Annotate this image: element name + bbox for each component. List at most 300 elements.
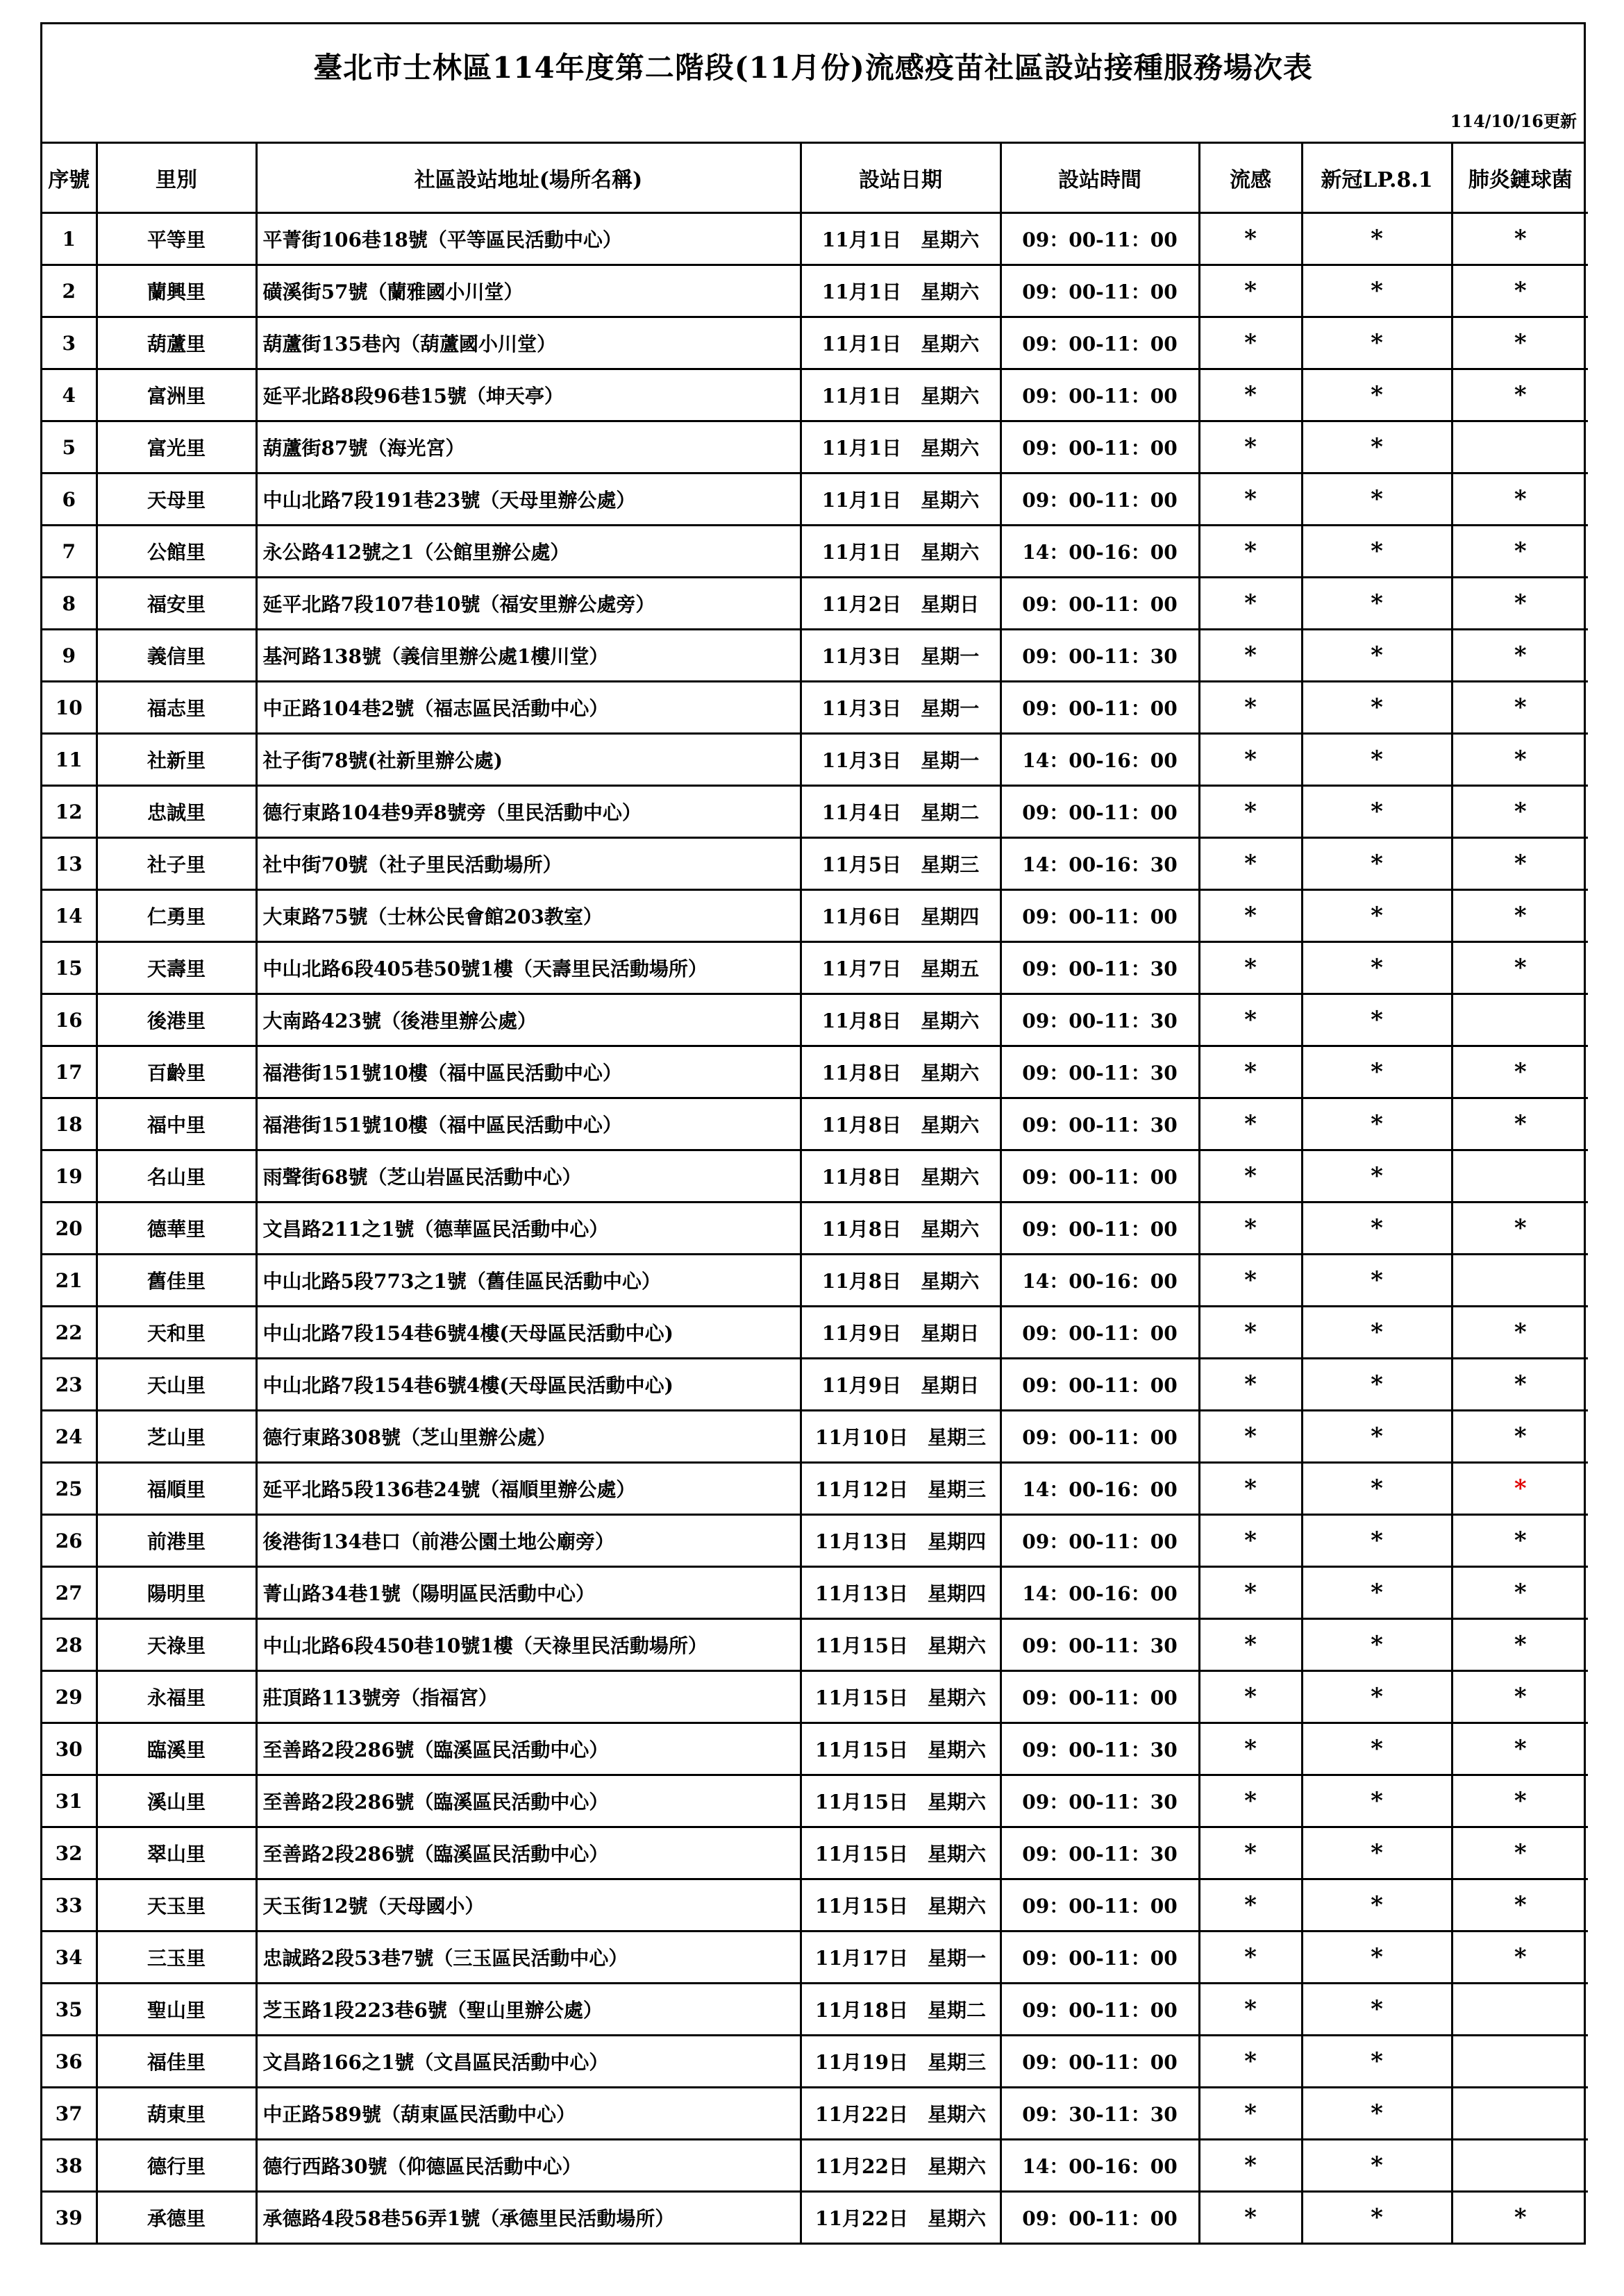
flu-mark: * — [1199, 682, 1302, 734]
covid-mark: * — [1302, 317, 1452, 369]
site-date: 11月15日 星期六 — [801, 1671, 1001, 1723]
site-date: 11月22日 星期六 — [801, 2088, 1001, 2140]
site-address: 大南路423號（後港里辦公處） — [256, 994, 801, 1046]
pneumococcal-mark: * — [1452, 942, 1588, 994]
site-address: 至善路2段286號（臨溪區民活動中心） — [256, 1775, 801, 1827]
village-name: 舊佳里 — [97, 1255, 256, 1307]
row-number: 16 — [42, 994, 97, 1046]
row-number: 24 — [42, 1411, 97, 1463]
pneumococcal-mark: * — [1452, 1515, 1588, 1567]
pneumococcal-mark: * — [1452, 734, 1588, 786]
column-header-flu: 流感 — [1199, 144, 1302, 213]
site-address: 德行東路308號（芝山里辦公處） — [256, 1411, 801, 1463]
site-address: 至善路2段286號（臨溪區民活動中心） — [256, 1723, 801, 1775]
flu-mark: * — [1199, 1671, 1302, 1723]
site-time: 09：00-11：30 — [1001, 1098, 1199, 1150]
row-number: 37 — [42, 2088, 97, 2140]
covid-mark: * — [1302, 630, 1452, 682]
site-date: 11月18日 星期二 — [801, 1984, 1001, 2036]
covid-mark: * — [1302, 1932, 1452, 1984]
flu-mark: * — [1199, 786, 1302, 838]
site-date: 11月13日 星期四 — [801, 1567, 1001, 1619]
site-date: 11月2日 星期日 — [801, 578, 1001, 630]
site-address: 中山北路7段154巷6號4樓(天母區民活動中心) — [256, 1307, 801, 1359]
table-row — [42, 1515, 1588, 1567]
flu-mark: * — [1199, 1723, 1302, 1775]
table-row — [42, 1307, 1588, 1359]
pneumococcal-mark: * — [1452, 526, 1588, 578]
pneumococcal-mark: * — [1452, 1775, 1588, 1827]
village-name: 天山里 — [97, 1359, 256, 1411]
village-name: 德行里 — [97, 2140, 256, 2192]
table-row — [42, 1932, 1588, 1984]
table-row — [42, 994, 1588, 1046]
site-time: 09：00-11：30 — [1001, 1046, 1199, 1098]
covid-mark: * — [1302, 942, 1452, 994]
covid-mark: * — [1302, 890, 1452, 942]
pneumococcal-mark: * — [1452, 1932, 1588, 1984]
site-time: 09：00-11：00 — [1001, 317, 1199, 369]
site-date: 11月8日 星期六 — [801, 1255, 1001, 1307]
covid-mark: * — [1302, 2140, 1452, 2192]
pneumococcal-mark: * — [1452, 1463, 1588, 1515]
site-address: 延平北路8段96巷15號（坤天亭） — [256, 369, 801, 421]
site-date: 11月1日 星期六 — [801, 526, 1001, 578]
pneumococcal-mark: * — [1452, 630, 1588, 682]
site-time: 14：00-16：00 — [1001, 526, 1199, 578]
site-time: 09：00-11：00 — [1001, 1879, 1199, 1932]
site-time: 09：00-11：30 — [1001, 1723, 1199, 1775]
column-header-date: 設站日期 — [801, 144, 1001, 213]
site-time: 09：00-11：30 — [1001, 942, 1199, 994]
site-date: 11月15日 星期六 — [801, 1723, 1001, 1775]
site-date: 11月1日 星期六 — [801, 474, 1001, 526]
flu-mark: * — [1199, 890, 1302, 942]
table-row — [42, 2088, 1588, 2140]
row-number: 28 — [42, 1619, 97, 1671]
covid-mark: * — [1302, 1255, 1452, 1307]
site-time: 09：00-11：30 — [1001, 1827, 1199, 1879]
row-number: 31 — [42, 1775, 97, 1827]
covid-mark: * — [1302, 1307, 1452, 1359]
flu-mark: * — [1199, 421, 1302, 474]
covid-mark: * — [1302, 2088, 1452, 2140]
table-row — [42, 1619, 1588, 1671]
site-date: 11月3日 星期一 — [801, 682, 1001, 734]
site-address: 永公路412號之1（公館里辦公處） — [256, 526, 801, 578]
pneumococcal-mark: * — [1452, 1359, 1588, 1411]
pneumococcal-mark — [1452, 1150, 1588, 1203]
village-name: 翠山里 — [97, 1827, 256, 1879]
flu-mark: * — [1199, 838, 1302, 890]
table-row — [42, 1411, 1588, 1463]
pneumococcal-mark: * — [1452, 369, 1588, 421]
site-date: 11月8日 星期六 — [801, 1098, 1001, 1150]
covid-mark: * — [1302, 1098, 1452, 1150]
table-header-row — [42, 144, 1588, 213]
row-number: 6 — [42, 474, 97, 526]
column-header-pneumococcal: 肺炎鏈球菌 — [1452, 144, 1588, 213]
pneumococcal-mark: * — [1452, 786, 1588, 838]
flu-mark: * — [1199, 2140, 1302, 2192]
covid-mark: * — [1302, 1775, 1452, 1827]
site-time: 09：00-11：30 — [1001, 630, 1199, 682]
site-time: 09：00-11：00 — [1001, 265, 1199, 317]
flu-mark: * — [1199, 369, 1302, 421]
site-time: 09：00-11：00 — [1001, 213, 1199, 265]
flu-mark: * — [1199, 1098, 1302, 1150]
table-row — [42, 1203, 1588, 1255]
flu-mark: * — [1199, 942, 1302, 994]
column-header-covid: 新冠LP.8.1 — [1302, 144, 1452, 213]
row-number: 10 — [42, 682, 97, 734]
site-time: 09：00-11：00 — [1001, 1671, 1199, 1723]
flu-mark: * — [1199, 1046, 1302, 1098]
row-number: 15 — [42, 942, 97, 994]
village-name: 臨溪里 — [97, 1723, 256, 1775]
flu-mark: * — [1199, 1619, 1302, 1671]
covid-mark: * — [1302, 1879, 1452, 1932]
site-address: 承德路4段58巷56弄1號（承德里民活動場所） — [256, 2192, 801, 2243]
pneumococcal-mark: * — [1452, 682, 1588, 734]
site-address: 福港街151號10樓（福中區民活動中心） — [256, 1098, 801, 1150]
flu-mark: * — [1199, 2036, 1302, 2088]
covid-mark: * — [1302, 1723, 1452, 1775]
pneumococcal-mark: * — [1452, 1671, 1588, 1723]
table-row — [42, 1359, 1588, 1411]
village-name: 百齡里 — [97, 1046, 256, 1098]
pneumococcal-mark — [1452, 2036, 1588, 2088]
site-address: 中山北路6段450巷10號1樓（天祿里民活動場所） — [256, 1619, 801, 1671]
row-number: 13 — [42, 838, 97, 890]
row-number: 21 — [42, 1255, 97, 1307]
village-name: 福順里 — [97, 1463, 256, 1515]
site-time: 14：00-16：00 — [1001, 1463, 1199, 1515]
row-number: 4 — [42, 369, 97, 421]
table-row — [42, 1879, 1588, 1932]
site-date: 11月15日 星期六 — [801, 1775, 1001, 1827]
site-date: 11月8日 星期六 — [801, 1150, 1001, 1203]
village-name: 福佳里 — [97, 2036, 256, 2088]
village-name: 富光里 — [97, 421, 256, 474]
site-address: 德行東路104巷9弄8號旁（里民活動中心） — [256, 786, 801, 838]
site-time: 09：00-11：00 — [1001, 2036, 1199, 2088]
row-number: 38 — [42, 2140, 97, 2192]
site-address: 芝玉路1段223巷6號（聖山里辦公處） — [256, 1984, 801, 2036]
village-name: 聖山里 — [97, 1984, 256, 2036]
pneumococcal-mark: * — [1452, 1879, 1588, 1932]
covid-mark: * — [1302, 1463, 1452, 1515]
site-date: 11月10日 星期三 — [801, 1411, 1001, 1463]
row-number: 36 — [42, 2036, 97, 2088]
flu-mark: * — [1199, 734, 1302, 786]
covid-mark: * — [1302, 265, 1452, 317]
site-date: 11月22日 星期六 — [801, 2192, 1001, 2243]
table-row — [42, 1984, 1588, 2036]
village-name: 富洲里 — [97, 369, 256, 421]
site-address: 中山北路7段191巷23號（天母里辦公處） — [256, 474, 801, 526]
table-row — [42, 682, 1588, 734]
covid-mark: * — [1302, 1359, 1452, 1411]
row-number: 33 — [42, 1879, 97, 1932]
covid-mark: * — [1302, 1671, 1452, 1723]
village-name: 葫蘆里 — [97, 317, 256, 369]
site-date: 11月1日 星期六 — [801, 369, 1001, 421]
table-row — [42, 1463, 1588, 1515]
row-number: 9 — [42, 630, 97, 682]
column-header-village: 里別 — [97, 144, 256, 213]
site-address: 中正路104巷2號（福志區民活動中心） — [256, 682, 801, 734]
site-time: 09：00-11：00 — [1001, 1150, 1199, 1203]
pneumococcal-mark: * — [1452, 213, 1588, 265]
covid-mark: * — [1302, 1411, 1452, 1463]
site-time: 09：00-11：00 — [1001, 1359, 1199, 1411]
row-number: 32 — [42, 1827, 97, 1879]
table-row — [42, 421, 1588, 474]
update-date: 114/10/16更新 — [1450, 111, 1577, 131]
table-row — [42, 630, 1588, 682]
site-address: 德行西路30號（仰德區民活動中心） — [256, 2140, 801, 2192]
row-number: 19 — [42, 1150, 97, 1203]
table-row — [42, 1723, 1588, 1775]
row-number: 25 — [42, 1463, 97, 1515]
covid-mark: * — [1302, 2036, 1452, 2088]
pneumococcal-mark: * — [1452, 1046, 1588, 1098]
site-address: 文昌路166之1號（文昌區民活動中心） — [256, 2036, 801, 2088]
pneumococcal-mark: * — [1452, 578, 1588, 630]
table-row — [42, 1827, 1588, 1879]
village-name: 平等里 — [97, 213, 256, 265]
pneumococcal-mark: * — [1452, 474, 1588, 526]
village-name: 芝山里 — [97, 1411, 256, 1463]
village-name: 福安里 — [97, 578, 256, 630]
site-time: 09：00-11：00 — [1001, 1307, 1199, 1359]
pneumococcal-mark: * — [1452, 1411, 1588, 1463]
flu-mark: * — [1199, 630, 1302, 682]
flu-mark: * — [1199, 2088, 1302, 2140]
village-name: 德華里 — [97, 1203, 256, 1255]
site-time: 09：00-11：00 — [1001, 474, 1199, 526]
table-row — [42, 1567, 1588, 1619]
row-number: 39 — [42, 2192, 97, 2243]
covid-mark: * — [1302, 1984, 1452, 2036]
table-row — [42, 213, 1588, 265]
covid-mark: * — [1302, 1203, 1452, 1255]
pneumococcal-mark: * — [1452, 265, 1588, 317]
site-date: 11月3日 星期一 — [801, 734, 1001, 786]
covid-mark: * — [1302, 369, 1452, 421]
covid-mark: * — [1302, 526, 1452, 578]
village-name: 三玉里 — [97, 1932, 256, 1984]
village-name: 名山里 — [97, 1150, 256, 1203]
flu-mark: * — [1199, 1567, 1302, 1619]
row-number: 12 — [42, 786, 97, 838]
flu-mark: * — [1199, 1932, 1302, 1984]
village-name: 永福里 — [97, 1671, 256, 1723]
schedule-rows — [42, 213, 1588, 2243]
covid-mark: * — [1302, 1619, 1452, 1671]
table-row — [42, 474, 1588, 526]
village-name: 承德里 — [97, 2192, 256, 2243]
flu-mark: * — [1199, 1255, 1302, 1307]
site-time: 09：00-11：00 — [1001, 786, 1199, 838]
row-number: 20 — [42, 1203, 97, 1255]
flu-mark: * — [1199, 1775, 1302, 1827]
site-time: 09：00-11：00 — [1001, 1932, 1199, 1984]
row-number: 17 — [42, 1046, 97, 1098]
pneumococcal-mark: * — [1452, 2192, 1588, 2243]
site-date: 11月12日 星期三 — [801, 1463, 1001, 1515]
site-time: 14：00-16：00 — [1001, 2140, 1199, 2192]
site-date: 11月1日 星期六 — [801, 265, 1001, 317]
village-name: 社子里 — [97, 838, 256, 890]
site-address: 大東路75號（士林公民會館203教室） — [256, 890, 801, 942]
table-row — [42, 1775, 1588, 1827]
site-time: 09：00-11：00 — [1001, 578, 1199, 630]
site-address: 天玉街12號（天母國小） — [256, 1879, 801, 1932]
schedule-table — [42, 144, 1588, 2243]
site-address: 延平北路5段136巷24號（福順里辦公處） — [256, 1463, 801, 1515]
table-row — [42, 1255, 1588, 1307]
schedule-sheet — [40, 22, 1586, 2245]
site-date: 11月1日 星期六 — [801, 213, 1001, 265]
column-header-address: 社區設站地址(場所名稱) — [256, 144, 801, 213]
site-address: 社子街78號(社新里辦公處) — [256, 734, 801, 786]
site-time: 09：00-11：00 — [1001, 890, 1199, 942]
site-time: 14：00-16：00 — [1001, 734, 1199, 786]
village-name: 天壽里 — [97, 942, 256, 994]
row-number: 23 — [42, 1359, 97, 1411]
pneumococcal-mark: * — [1452, 838, 1588, 890]
village-name: 葫東里 — [97, 2088, 256, 2140]
row-number: 18 — [42, 1098, 97, 1150]
site-address: 中山北路5段773之1號（舊佳區民活動中心） — [256, 1255, 801, 1307]
table-row — [42, 942, 1588, 994]
site-time: 09：00-11：30 — [1001, 1619, 1199, 1671]
flu-mark: * — [1199, 526, 1302, 578]
table-row — [42, 265, 1588, 317]
covid-mark: * — [1302, 578, 1452, 630]
village-name: 後港里 — [97, 994, 256, 1046]
row-number: 5 — [42, 421, 97, 474]
table-row — [42, 2036, 1588, 2088]
table-row — [42, 2140, 1588, 2192]
pneumococcal-mark: * — [1452, 890, 1588, 942]
pneumococcal-mark — [1452, 1984, 1588, 2036]
pneumococcal-mark: * — [1452, 1307, 1588, 1359]
row-number: 34 — [42, 1932, 97, 1984]
row-number: 7 — [42, 526, 97, 578]
site-time: 09：00-11：00 — [1001, 369, 1199, 421]
site-date: 11月1日 星期六 — [801, 421, 1001, 474]
flu-mark: * — [1199, 265, 1302, 317]
flu-mark: * — [1199, 1827, 1302, 1879]
pneumococcal-mark: * — [1452, 1203, 1588, 1255]
flu-mark: * — [1199, 1411, 1302, 1463]
site-address: 葫蘆街135巷內（葫蘆國小川堂） — [256, 317, 801, 369]
table-row — [42, 1150, 1588, 1203]
site-time: 09：00-11：00 — [1001, 1203, 1199, 1255]
site-address: 文昌路211之1號（德華區民活動中心） — [256, 1203, 801, 1255]
flu-mark: * — [1199, 1984, 1302, 2036]
site-address: 福港街151號10樓（福中區民活動中心） — [256, 1046, 801, 1098]
covid-mark: * — [1302, 421, 1452, 474]
pneumococcal-mark — [1452, 421, 1588, 474]
table-row — [42, 369, 1588, 421]
document-header — [42, 24, 1584, 144]
flu-mark: * — [1199, 1515, 1302, 1567]
column-header-number: 序號 — [42, 144, 97, 213]
flu-mark: * — [1199, 1463, 1302, 1515]
table-row — [42, 838, 1588, 890]
flu-mark: * — [1199, 317, 1302, 369]
site-address: 菁山路34巷1號（陽明區民活動中心） — [256, 1567, 801, 1619]
village-name: 社新里 — [97, 734, 256, 786]
covid-mark: * — [1302, 213, 1452, 265]
table-row — [42, 1098, 1588, 1150]
site-date: 11月13日 星期四 — [801, 1515, 1001, 1567]
site-time: 09：00-11：30 — [1001, 994, 1199, 1046]
site-address: 中山北路7段154巷6號4樓(天母區民活動中心) — [256, 1359, 801, 1411]
site-address: 忠誠路2段53巷7號（三玉區民活動中心） — [256, 1932, 801, 1984]
site-address: 葫蘆街87號（海光宮） — [256, 421, 801, 474]
row-number: 8 — [42, 578, 97, 630]
site-date: 11月3日 星期一 — [801, 630, 1001, 682]
site-date: 11月15日 星期六 — [801, 1879, 1001, 1932]
row-number: 1 — [42, 213, 97, 265]
flu-mark: * — [1199, 1307, 1302, 1359]
site-address: 平菁街106巷18號（平等區民活動中心） — [256, 213, 801, 265]
site-address: 磺溪街57號（蘭雅國小川堂） — [256, 265, 801, 317]
site-address: 後港街134巷口（前港公園土地公廟旁） — [256, 1515, 801, 1567]
table-row — [42, 734, 1588, 786]
site-date: 11月7日 星期五 — [801, 942, 1001, 994]
site-address: 中山北路6段405巷50號1樓（天壽里民活動場所） — [256, 942, 801, 994]
site-date: 11月5日 星期三 — [801, 838, 1001, 890]
site-address: 雨聲街68號（芝山岩區民活動中心） — [256, 1150, 801, 1203]
table-row — [42, 1046, 1588, 1098]
site-date: 11月8日 星期六 — [801, 994, 1001, 1046]
flu-mark: * — [1199, 1879, 1302, 1932]
covid-mark: * — [1302, 1150, 1452, 1203]
covid-mark: * — [1302, 838, 1452, 890]
site-time: 09：00-11：00 — [1001, 1515, 1199, 1567]
village-name: 公館里 — [97, 526, 256, 578]
site-time: 09：00-11：00 — [1001, 1984, 1199, 2036]
pneumococcal-mark — [1452, 994, 1588, 1046]
site-address: 基河路138號（義信里辦公處1樓川堂） — [256, 630, 801, 682]
pneumococcal-mark: * — [1452, 1567, 1588, 1619]
site-date: 11月8日 星期六 — [801, 1046, 1001, 1098]
row-number: 11 — [42, 734, 97, 786]
site-date: 11月1日 星期六 — [801, 317, 1001, 369]
covid-mark: * — [1302, 1827, 1452, 1879]
village-name: 福志里 — [97, 682, 256, 734]
flu-mark: * — [1199, 2192, 1302, 2243]
table-row — [42, 1671, 1588, 1723]
table-row — [42, 578, 1588, 630]
site-date: 11月9日 星期日 — [801, 1307, 1001, 1359]
pneumococcal-mark — [1452, 1255, 1588, 1307]
flu-mark: * — [1199, 1359, 1302, 1411]
flu-mark: * — [1199, 578, 1302, 630]
flu-mark: * — [1199, 1203, 1302, 1255]
row-number: 3 — [42, 317, 97, 369]
pneumococcal-mark: * — [1452, 1827, 1588, 1879]
site-date: 11月8日 星期六 — [801, 1203, 1001, 1255]
flu-mark: * — [1199, 474, 1302, 526]
pneumococcal-mark: * — [1452, 317, 1588, 369]
